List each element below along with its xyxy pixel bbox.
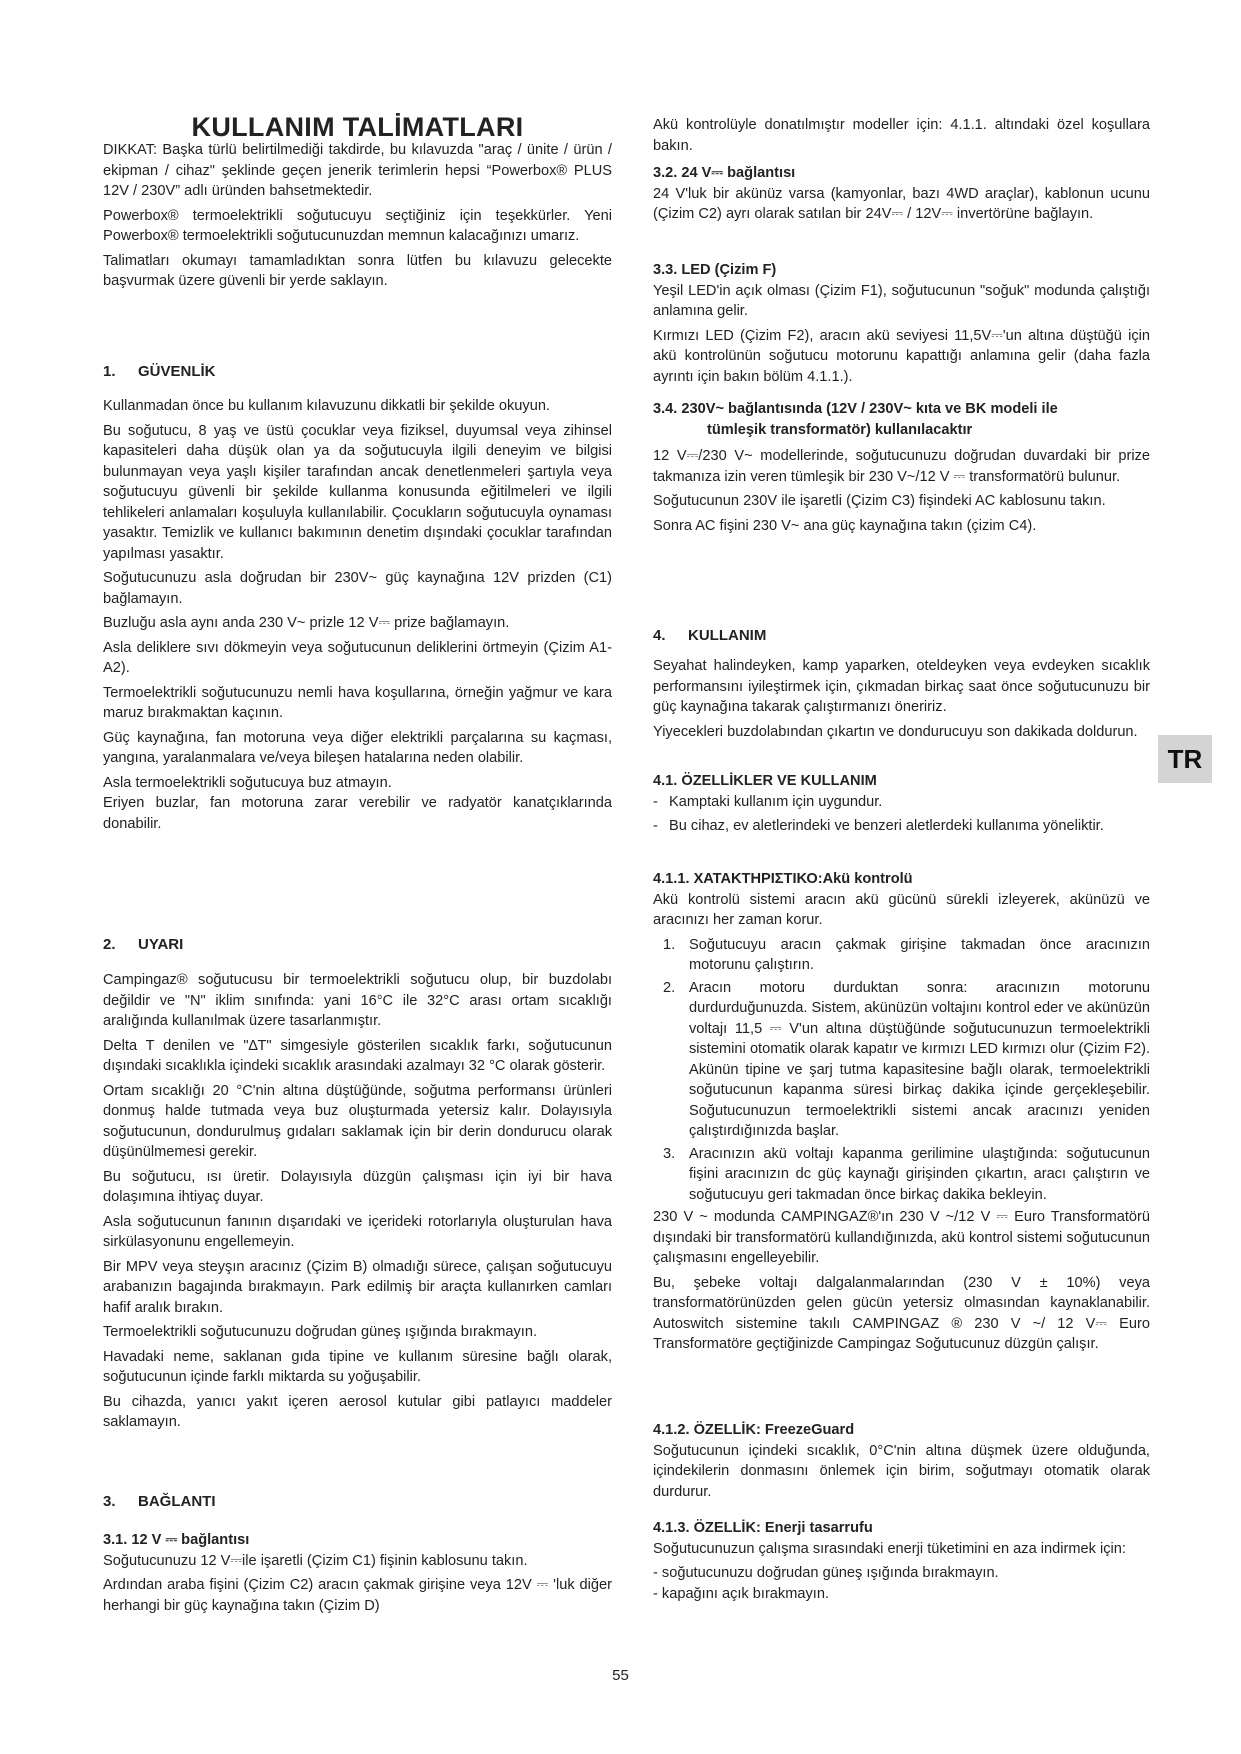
section-led — [653, 260, 1150, 391]
body-paragraph: Bu, şebeke voltajı dalgalanmalarından (230 V ± 10%) veya transformatörünüzden gelen gücün yetersiz olmasından kaynaklanabilir. Autoswitch sistemine takılı CAMPINGAZ ® 230 V ~/ 12 V⎓ Euro Transformatöre geçtiğinizde Campingaz Soğutucunuz düzgün çalışır. — [653, 1274, 1150, 1352]
body-paragraph: Soğutucunuzu asla doğrudan bir 230V~ güç kaynağına 12V prizden (C1) bağlamayın. — [103, 570, 612, 607]
section-kullanim-body — [653, 656, 1150, 746]
body-paragraph: Kırmızı LED (Çizim F2), aracın akü seviyesi 11,5V⎓'un altına düştüğü için akü kontrolünün soğutucu motorunu kapattığı anlamına gelir (daha fazla ayrıntı için bakın bölüm 4.1.1.). — [653, 327, 1150, 385]
body-paragraph: Campingaz® soğutucusu bir termoelektrikli soğutucu olup, bir buzdolabı değildir ve "N" iklim sınıfında: yani 16°C ile 32°C arası ortam sıcaklığı aralığında kullanılmak üzere tasarlanmıştır. — [103, 972, 612, 1029]
section-uyari-body — [103, 970, 612, 1437]
feature-list — [653, 792, 1150, 837]
section-enerji-tasarrufu — [653, 1518, 1150, 1604]
section-heading-kullanim — [653, 626, 766, 647]
section-230v-baglanti — [653, 399, 1150, 540]
step-text: Soğutucuyu aracın çakmak girişine takmadan önce aracınızın motorunu çalıştırın. — [689, 936, 1150, 973]
subsection-heading: 4.1. ÖZELLİKLER VE KULLANIM — [653, 773, 877, 789]
section-number: 1. — [103, 363, 116, 380]
section-number: 3. — [103, 1493, 116, 1510]
body-paragraph: Termoelektrikli soğutucunuzu doğrudan güneş ışığında bırakmayın. — [103, 1324, 538, 1340]
list-item: - Kamptaki kullanım için uygundur. — [653, 792, 1150, 813]
body-paragraph: Soğutucunun 230V ile işaretli (Çizim C3) fişindeki AC kablosunu takın. — [653, 493, 1106, 509]
body-paragraph: Soğutucunun içindeki sıcaklık, 0°C'nin altına düşmek üzere olduğunda, içindekilerin donmasını önlemek için birim, soğutmayı otomatik olarak durdurur. — [653, 1442, 1150, 1500]
list-item: - Bu cihaz, ev aletlerindeki ve benzeri aletlerdeki kullanıma yöneliktir. — [653, 816, 1150, 837]
body-paragraph: Bir MPV veya steyşın aracınız (Çizim B) olmadığı sürece, çalışan soğutucuyu arabanızın bagajında bırakmayın. Park edilmiş bir araçta kullanırken camları hafif aralık bırakın. — [103, 1258, 612, 1316]
body-paragraph: Bu cihazda, yanıcı yakıt içeren aerosol kutular gibi patlayıcı maddeler saklamayın. — [103, 1393, 612, 1430]
body-paragraph: Asla termoelektrikli soğutucuya buz atmayın. — [103, 774, 392, 791]
body-paragraph: Eriyen buzlar, fan motoruna zarar verebilir ve radyatör kanatçıklarında donabilir. — [103, 795, 612, 832]
step-number: 3. — [663, 1145, 676, 1162]
body-paragraph: Delta T denilen ve "∆T" simgesiyle gösterilen sıcaklık farkı, soğutucunun dışındaki sıcaklıkla içindeki sıcaklık arasındaki azalmayı 32 °C olarak gösterir. — [103, 1037, 612, 1074]
body-paragraph: Havadaki neme, saklanan gıda tipine ve kullanım süresine bağlı olarak, soğutucunun içinde farklı miktarda su yoğuşabilir. — [103, 1348, 612, 1385]
section-aku-kontrolu — [653, 869, 1150, 1359]
section-guvenlik-body — [103, 396, 612, 838]
page-title: KULLANIM TALİMATLARI — [191, 112, 524, 142]
section-ozellikler — [653, 771, 1150, 841]
body-paragraph: Sonra AC fişini 230 V~ ana güç kaynağına takın (çizim C4). — [653, 517, 1037, 534]
body-paragraph: Güç kaynağına, fan motoruna veya diğer elektrikli parçalarına su kaçması, yangına, yaralanmalara ve/veya bileşen hatalarına neden olabilir. — [103, 729, 612, 766]
intro-paragraph: Talimatları okumayı tamamladıktan sonra lütfen bu kılavuzu gelecekte başvurmak üzere güvenli bir yerde saklayın. — [103, 252, 612, 289]
subsection-heading: 3.3. LED (Çizim F) — [653, 262, 777, 278]
section-24v-baglanti — [653, 163, 1150, 229]
subsection-heading: 3.4. 230V~ bağlantısında (12V / 230V~ kıta ve BK modeli ile — [653, 401, 1058, 417]
intro-block — [103, 140, 612, 296]
step-text: Aracın motoru durduktan sonra: aracınızın motorunu durdurduğunuzda. Sistem, akünüzün voltajını kontrol eder ve akünüzün voltajı 11,5 ⎓ V'un altına düştüğünde soğutucunuzun termoelektrikli sistemini otomatik olarak kapatır ve kırmızı LED kırmızı olur (Çizim F2). Akünün tipine ve şarj tutma kapasitesine bağlı olarak, termoelektrikli soğutucunun kapanma süresi birkaç dakika içinde gerçekleşebilir. Soğutucunuzun termoelektrikli sistemi ancak aracınızı yeniden çalıştırdığınızda başlar. — [689, 979, 1150, 1139]
continued-text-block — [653, 115, 1150, 160]
subsection-heading: 3.1. 12 V ⎓ bağlantısı — [103, 1532, 250, 1548]
language-tab: TR — [1158, 735, 1212, 783]
body-paragraph: Bu soğutucu, ısı üretir. Dolayısıyla düzgün çalışması için iyi bir hava dolaşımına ihtiyaç duyar. — [103, 1168, 612, 1205]
section-heading-guvenlik — [103, 362, 216, 383]
body-paragraph: Ardından araba fişini (Çizim C2) aracın çakmak girişine veya 12V ⎓ 'luk diğer herhangi bir güç kaynağına takın (Çizim D) — [103, 1577, 612, 1614]
body-paragraph: Soğutucunuzun çalışma sırasındaki enerji tüketimini en aza indirmek için: — [653, 1540, 1126, 1557]
step-number: 1. — [663, 936, 676, 953]
list-item — [653, 935, 1150, 976]
section-heading-uyari — [103, 935, 183, 956]
body-paragraph: Buzluğu asla aynı anda 230 V~ prizle 12 V⎓ prize bağlamayın. — [103, 615, 510, 631]
body-paragraph: Akü kontrolü sistemi aracın akü gücünü sürekli izleyerek, akünüzü ve aracınızı her zaman korur. — [653, 891, 1150, 928]
section-title: KULLANIM — [688, 627, 767, 644]
body-paragraph: Yeşil LED'in açık olması (Çizim F1), soğutucunun "soğuk" modunda çalıştığı anlamına gelir. — [653, 282, 1150, 319]
body-paragraph: 24 V'luk bir akünüz varsa (kamyonlar, bazı 4WD araçlar), kablonun ucunu (Çizim C2) ayrı olarak satılan bir 24V⎓ / 12V⎓ invertörüne bağlayın. — [653, 185, 1150, 222]
section-title: UYARI — [138, 936, 184, 953]
body-line: - soğutucunuzu doğrudan güneş ışığında bırakmayın. — [653, 1565, 999, 1581]
body-paragraph: Akü kontrolüyle donatılmıştır modeller için: 4.1.1. altındaki özel koşullara bakın. — [653, 117, 1150, 154]
body-paragraph: Yiyecekleri buzdolabından çıkartın ve dondurucuyu son dakikada doldurun. — [653, 723, 1138, 740]
section-title: BAĞLANTI — [138, 1493, 216, 1510]
subsection-heading: 4.1.1. ΧΑΤΑΚΤΗΡΙΣΤΙΚΟ:Akü kontrolü — [653, 871, 913, 887]
body-paragraph: Soğutucunuzu 12 V⎓ile işaretli (Çizim C1) fişinin kablosunu takın. — [103, 1552, 528, 1569]
list-item — [653, 978, 1150, 1142]
step-number: 2. — [663, 979, 676, 996]
section-freezeguard — [653, 1420, 1150, 1506]
page-number: 55 — [612, 1667, 629, 1684]
body-line: - kapağını açık bırakmayın. — [653, 1585, 830, 1602]
step-list — [653, 935, 1150, 1206]
subsection-heading: 4.1.2. ÖZELLİK: FreezeGuard — [653, 1422, 855, 1438]
section-number: 2. — [103, 936, 116, 953]
section-number: 4. — [653, 627, 666, 644]
section-12v-baglanti — [103, 1530, 612, 1620]
body-paragraph: Bu soğutucu, 8 yaş ve üstü çocuklar veya fiziksel, duyumsal veya zihinsel kapasiteleri daha düşük olan ya da soğutucuyla ilgili deneyim ve bilgisi bulunmayan veya yaşlı kişiler tarafından ancak denetlenmeleri şartıyla veya soğutucuyu güvenli bir şekilde kullanma konusunda eğitilmeleri ve ilgili tehlikeleri anlamaları koşuluyla kullanılabilir. Çocukların soğutucuyla oynaması yasaktır. Temizlik ve kullanıcı bakımının denetim dışındaki çocuklar tarafından yapılması yasaktır. — [103, 422, 612, 562]
body-paragraph: Termoelektrikli soğutucunuzu nemli hava koşullarına, örneğin yağmur ve kara maruz bırakmaktan kaçının. — [103, 684, 612, 721]
body-paragraph: 12 V⎓/230 V~ modellerinde, soğutucunuzu doğrudan duvardaki bir prize takmanıza izin veren tümleşik bir 230 V~/12 V ⎓ transformatörü bulunur. — [653, 448, 1150, 485]
body-paragraph: Kullanmadan önce bu kullanım kılavuzunu dikkatli bir şekilde okuyun. — [103, 398, 550, 414]
subsection-heading-continued: tümleşik transformatör) kullanılacaktır — [707, 421, 973, 438]
body-paragraph: Asla deliklere sıvı dökmeyin veya soğutucunun deliklerini örtmeyin (Çizim A1-A2). — [103, 639, 612, 676]
section-title: GÜVENLİK — [138, 363, 216, 380]
subsection-heading: 4.1.3. ÖZELLİK: Enerji tasarrufu — [653, 1520, 873, 1536]
intro-paragraph: Powerbox® termoelektrikli soğutucuyu seçtiğiniz için teşekkürler. Yeni Powerbox® termoelektrikli soğutucunuzdan memnun kalacağınızı umarız. — [103, 207, 612, 244]
body-paragraph: 230 V ~ modunda CAMPINGAZ®'ın 230 V ~/12 V ⎓ Euro Transformatörü dışındaki bir transformatörü kullandığınızda, akü kontrol sistemi soğutucunun çalışmasını engelleyebilir. — [653, 1209, 1150, 1266]
body-paragraph: Asla soğutucunun fanının dışarıdaki ve içerideki rotorlarıyla oluşturulan hava sirkülasyonunu engellemeyin. — [103, 1213, 612, 1250]
subsection-heading: 3.2. 24 V⎓ bağlantısı — [653, 165, 796, 181]
section-heading-baglanti — [103, 1492, 216, 1513]
body-paragraph: Ortam sıcaklığı 20 °C'nin altına düştüğünde, soğutma performansı ürünleri donmuş halde tutmada veya buz oluşturmada yetersiz kalır. Dolayısıyla soğutucunun, dondurulmuş gıdaları saklamak için bir derin dondurucu olarak düşünülmemesi gerekir. — [103, 1082, 612, 1160]
intro-paragraph: DIKKAT: Başka türlü belirtilmediği takdirde, bu kılavuzda "araç / ünite / ürün / ekipman / cihaz" şeklinde geçen jenerik terimlerin hepsi “Powerbox® PLUS 12V / 230V” adlı üründen bahsetmektedir. — [103, 142, 612, 199]
list-item — [653, 1144, 1150, 1206]
body-paragraph: Seyahat halindeyken, kamp yaparken, oteldeyken veya evdeyken sıcaklık performansını iyileştirmek için, çıkmadan birkaç saat önce soğutucunuzu bir güç kaynağına takarak çalıştırmanızı öneririz. — [653, 658, 1150, 715]
step-text: Aracınızın akü voltajı kapanma gerilimine ulaştığında: soğutucunun fişini aracınızın dc güç kaynağı girişinden çıkartın, aracı çalıştırın ve soğutucuyu geri takmadan önce birkaç dakika bekleyin. — [689, 1145, 1150, 1203]
